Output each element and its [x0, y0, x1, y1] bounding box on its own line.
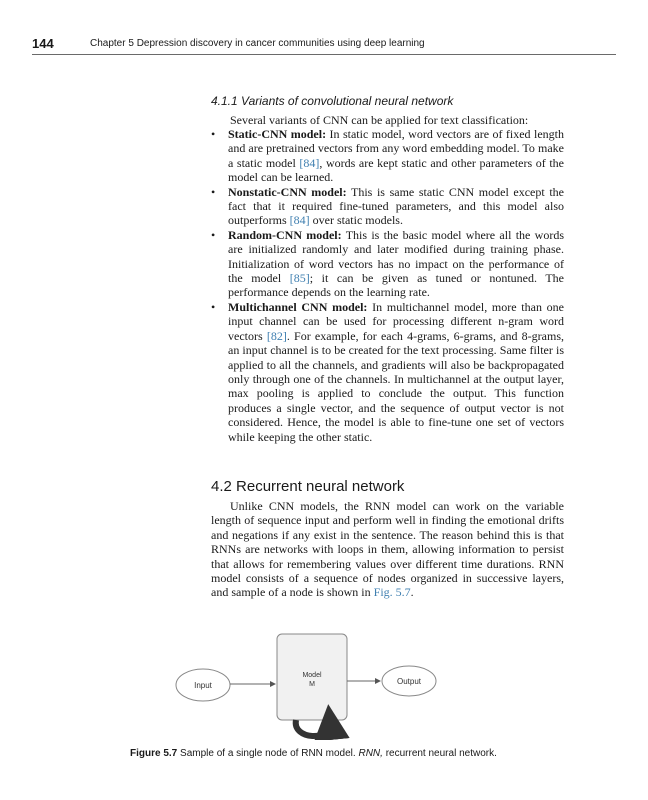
- citation-link[interactable]: [82]: [266, 328, 287, 343]
- bullet-icon: •: [211, 184, 216, 199]
- cnn-variants-list: [211, 127, 564, 444]
- variant-term: Random-CNN model:: [228, 227, 342, 242]
- bullet-icon: •: [211, 227, 216, 242]
- citation-link[interactable]: [84]: [299, 155, 320, 170]
- variant-text: In multichannel model, more than one input channel can be used for processing different n-gram word vectors: [228, 299, 565, 343]
- variant-text: , words are kept static and other parameters of the model can be learned.: [228, 155, 564, 185]
- subsection-intro: Several variants of CNN can be applied for text classification:: [230, 113, 529, 127]
- list-item: [211, 127, 564, 185]
- variant-term: Nonstatic-CNN model:: [228, 184, 347, 199]
- variant-text: ; it can be given as tuned or nontuned. The performance depends on the learning rate.: [228, 271, 564, 300]
- citation-link[interactable]: [84]: [289, 213, 310, 228]
- subsection-heading: 4.1.1 Variants of convolutional neural network: [211, 94, 454, 108]
- model-label: M: [309, 681, 315, 688]
- body-text: Unlike CNN models, the RNN model can work on the variable length of sequence input and perform well in finding the emotional drifts and negations if any exist in the sentence. The reason behind this is that RNNs are networks with loops in them, allowing information to persist that allows for remembering values over different time durations. RNN model consists of a sequence of nodes organized in successive layers, and sample of a node is shown in: [211, 499, 564, 600]
- variant-term: Static-CNN model:: [228, 127, 327, 141]
- list-item: [211, 228, 564, 300]
- variant-text: . For example, for each 4-grams, 6-grams, and 8-grams, an input channel is to be created for the text processing. Same filter is applied to all the channels, and gradients will also be backpropagated only through one of the channels. In multichannel at the output layer, max pooling is applied to conclude the output. This function produces a single vector, and the sequence of output vector is not considered. Hence, the model is able to fine-tune one set of vectors while keeping the other static.: [228, 328, 564, 444]
- model-label: Model: [302, 672, 322, 679]
- output-label: Output: [396, 677, 422, 686]
- bullet-icon: •: [211, 299, 216, 314]
- list-item: [211, 185, 564, 228]
- variant-text: over static models.: [309, 213, 403, 228]
- input-label: Input: [194, 681, 212, 690]
- variant-text: In static model, word vectors are of fixed length and are pretrained vectors from any word embedding model. To make a static model: [228, 127, 564, 170]
- running-header: [32, 36, 616, 55]
- recurrent-loop-arrow: [296, 720, 330, 736]
- figure-link[interactable]: Fig. 5.7: [373, 585, 411, 600]
- running-title: Chapter 5 Depression discovery in cancer communities using deep learning: [90, 38, 425, 49]
- section-heading: 4.2 Recurrent neural network: [211, 478, 405, 495]
- caption-text: recurrent neural network.: [382, 748, 497, 759]
- section-body: [211, 499, 564, 600]
- page-number: 144: [32, 36, 54, 51]
- variant-term: Multichannel CNN model:: [228, 299, 368, 314]
- bullet-icon: •: [211, 127, 216, 141]
- caption-abbr: RNN,: [358, 748, 383, 759]
- caption-text: Sample of a single node of RNN model.: [177, 748, 359, 759]
- list-item: [211, 300, 564, 444]
- citation-link[interactable]: [85]: [289, 271, 310, 286]
- body-text: .: [410, 585, 414, 600]
- caption-label: Figure 5.7: [130, 748, 178, 759]
- figure-caption: [130, 748, 497, 759]
- variant-text: This is same static CNN model except the fact that it required fine-tuned parameters, and this model also outperforms: [228, 184, 564, 228]
- rnn-node-diagram: [170, 628, 460, 740]
- variant-text: This is the basic model where all the words are initialized randomly and later modified during training phase. Initialization of word vectors has no impact on the performance of the model: [228, 227, 564, 286]
